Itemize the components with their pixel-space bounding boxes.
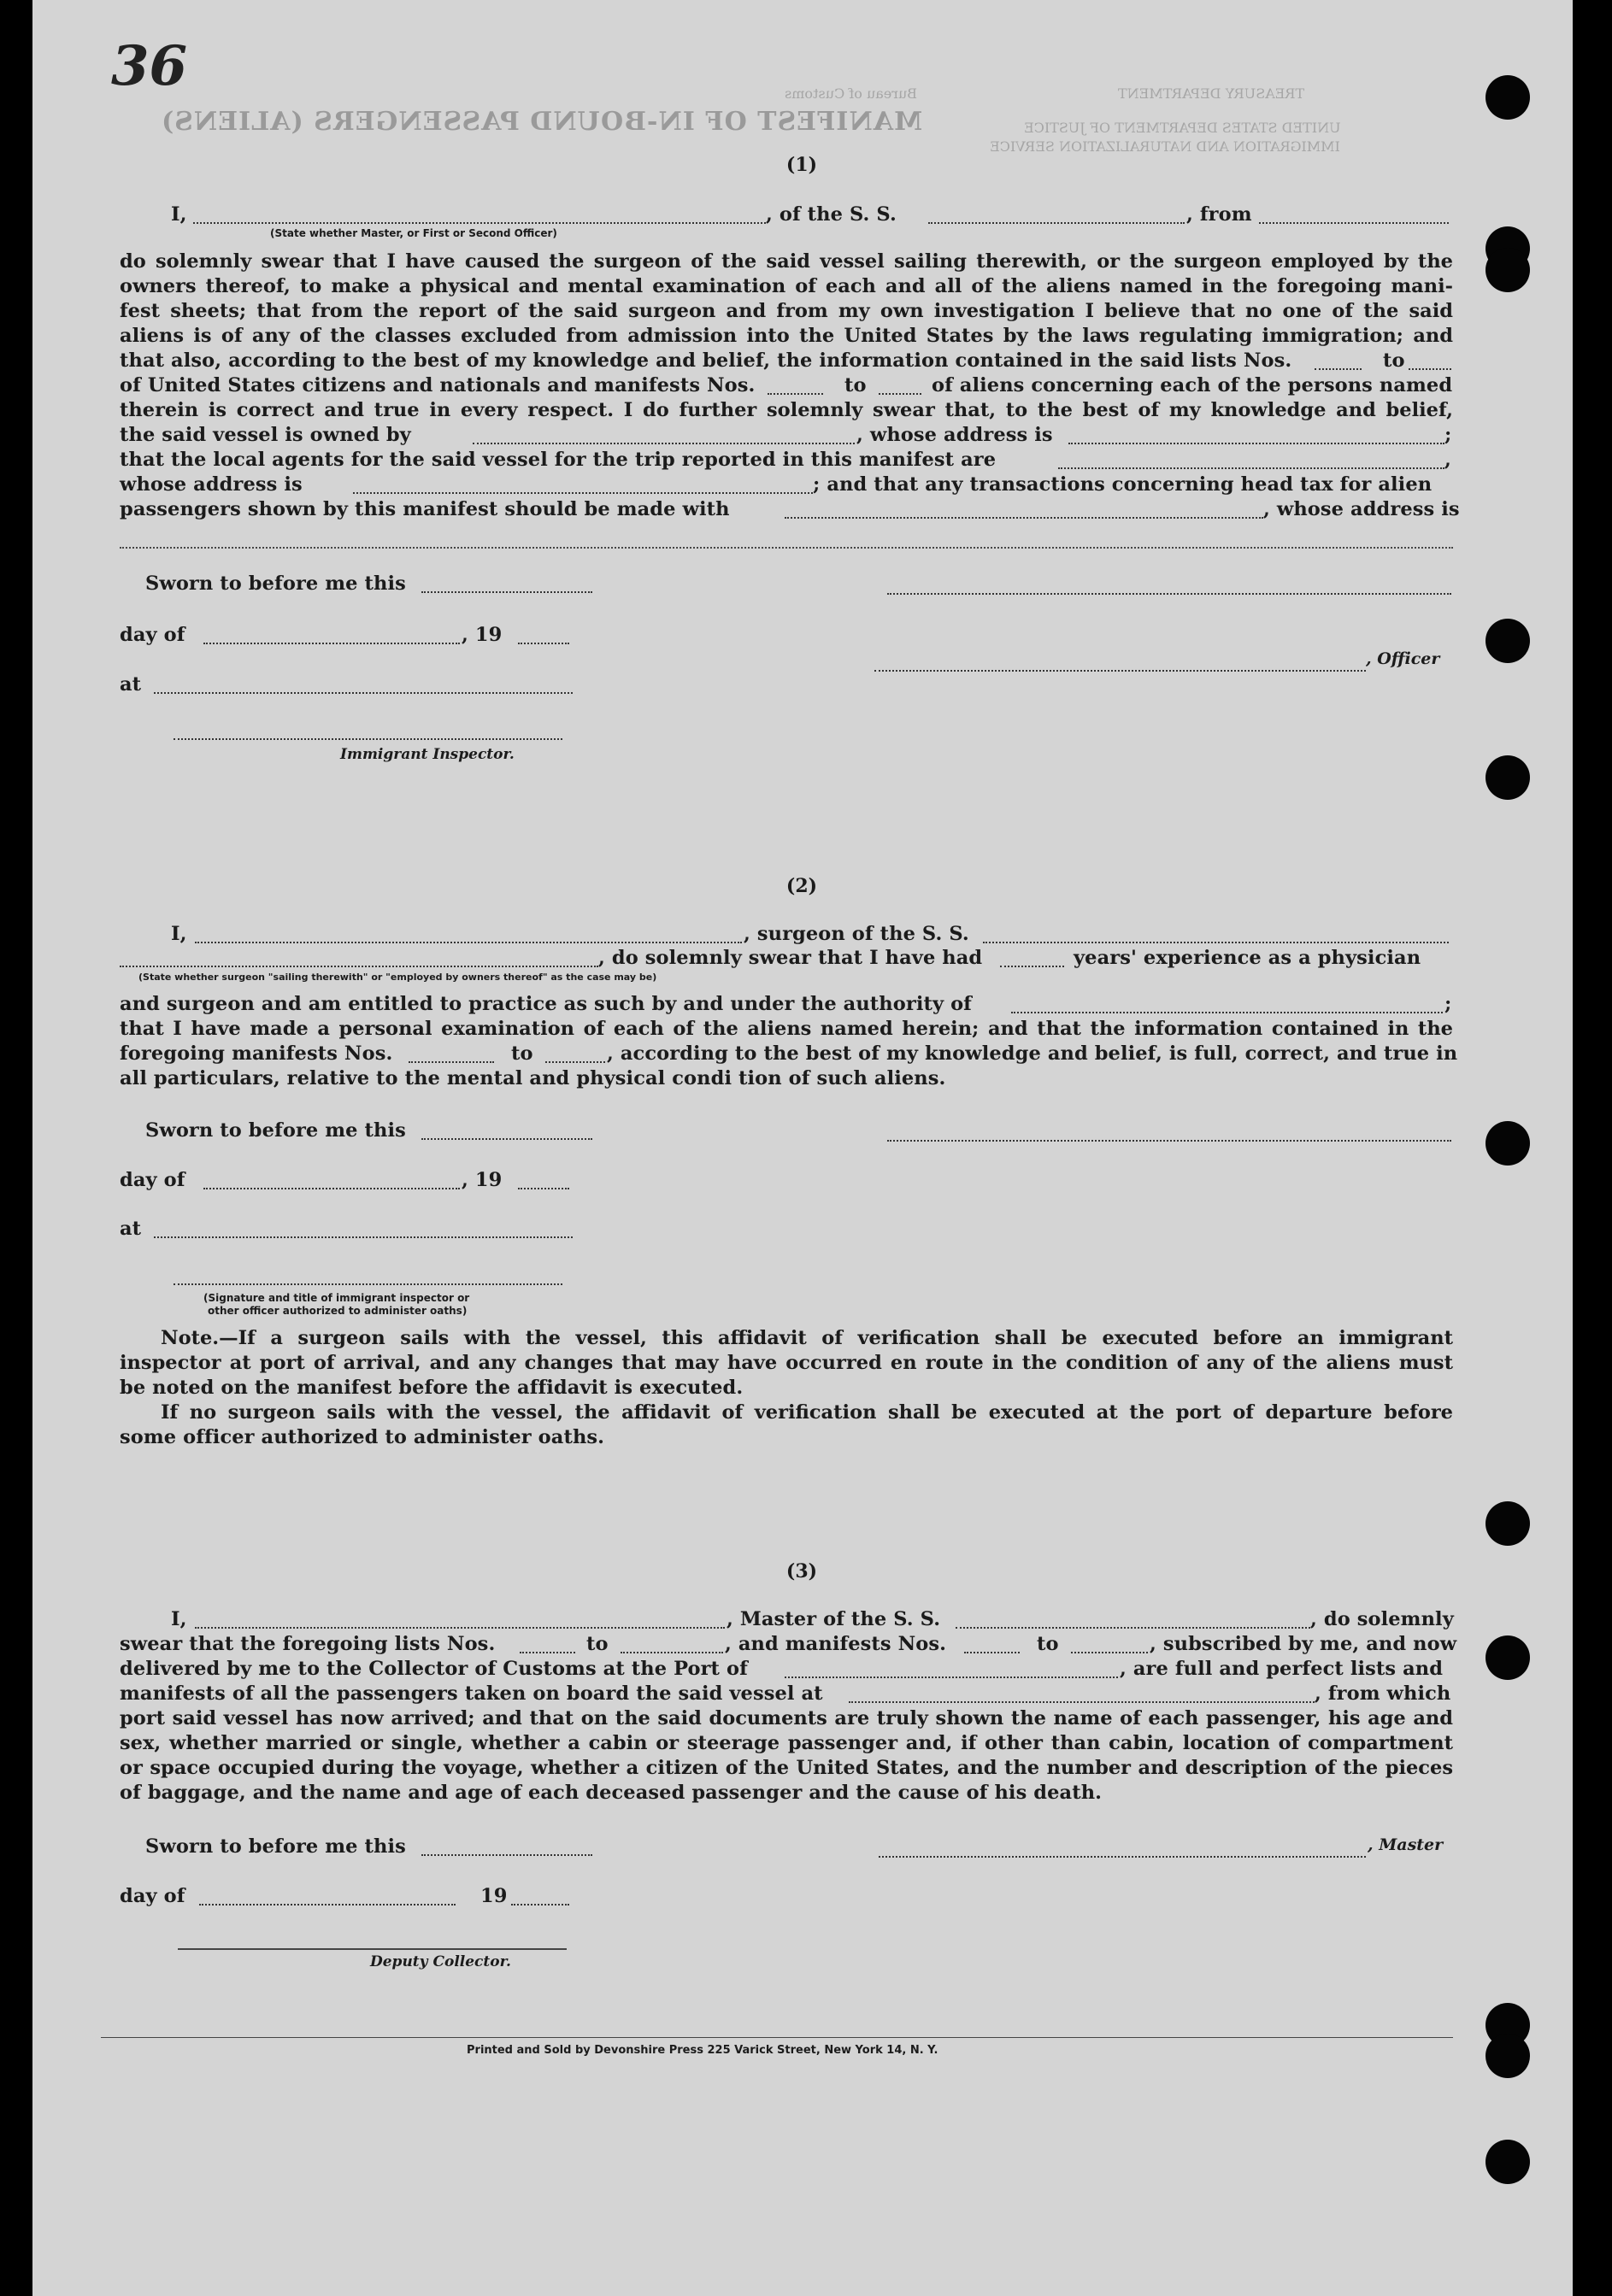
rank-caption: (State whether Master, or First or Second Officer) <box>270 227 557 239</box>
master-manifests-to-field[interactable] <box>1071 1633 1148 1653</box>
at-field[interactable] <box>154 673 573 694</box>
day-of-field[interactable] <box>203 624 460 644</box>
owner-field[interactable] <box>473 424 855 444</box>
semicolon: ; <box>1444 424 1452 446</box>
oath-line: therein is correct and true in every respect. I do further solemnly swear that, to the best of my knowledge and belief, <box>120 399 1453 421</box>
section-1-number: (1) <box>785 154 818 176</box>
officer-rank-field[interactable] <box>193 203 766 224</box>
lists-from-field[interactable] <box>1315 349 1362 370</box>
faint-bureau: Bureau of Customs <box>785 85 917 102</box>
punch-hole <box>1486 2140 1530 2184</box>
sworn-label: Sworn to before me this <box>145 1835 406 1858</box>
punch-hole <box>1486 1635 1530 1680</box>
note-line: inspector at port of arrival, and any changes that may have occurred en route in the condition of any of the aliens must <box>120 1352 1453 1374</box>
head-tax-party-field[interactable] <box>785 498 1263 519</box>
owner-address-field[interactable] <box>1068 424 1444 444</box>
master-lists-to-field[interactable] <box>621 1633 723 1653</box>
sworn-label: Sworn to before me this <box>145 1119 406 1142</box>
footer-rule <box>101 2037 1453 2038</box>
surgeon-vessel-field[interactable] <box>983 923 1449 943</box>
oath-line: whose address is <box>120 473 303 496</box>
and-manifests-text: , and manifests Nos. <box>725 1633 947 1655</box>
address-line[interactable] <box>120 547 1453 549</box>
oath-line: do solemnly swear that I have caused the surgeon of the said vessel sailing therewith, or the surgeon employed by the <box>120 250 1453 273</box>
oath-line: that I have made a personal examination of each of the aliens named herein; and that the information contained in the <box>120 1018 1453 1040</box>
surgeon-status-field[interactable] <box>120 947 598 967</box>
note-line: be noted on the manifest before the affidavit is executed. <box>120 1377 744 1399</box>
surgeon-of-label: , surgeon of the S. S. <box>744 923 969 945</box>
do-solemnly-text: , do solemnly <box>1310 1608 1454 1630</box>
section-3-i: I, <box>171 1608 187 1630</box>
master-signature-line[interactable] <box>879 1837 1366 1858</box>
printer-imprint: Printed and Sold by Devonshire Press 225 Varick Street, New York 14, N. Y. <box>467 2044 938 2057</box>
do-solemnly-text: , do solemnly swear that I have had <box>598 947 983 969</box>
section-1-i: I, <box>171 203 187 226</box>
whose-address-label: , whose address is <box>1263 498 1460 520</box>
surgeon-manifests-to-field[interactable] <box>545 1042 605 1063</box>
oath-line: sex, whether married or single, whether a cabin or steerage passenger and, if other than cabin, location of compartment <box>120 1732 1453 1754</box>
deputy-signature-line[interactable] <box>178 1948 567 1950</box>
master-of-label: , Master of the S. S. <box>727 1608 941 1630</box>
year-label: , 19 <box>462 624 503 646</box>
master-lists-from-field[interactable] <box>520 1633 575 1653</box>
manifest-page <box>32 0 1573 2296</box>
oath-line: of baggage, and the name and age of each deceased passenger and the cause of his death. <box>120 1782 1103 1804</box>
punch-hole <box>1486 1121 1530 1166</box>
oath-line: or space occupied during the voyage, whether a citizen of the United States, and the number and description of the pieces <box>120 1757 1453 1779</box>
signature-caption: (Signature and title of immigrant inspector or <box>203 1292 470 1304</box>
at-field[interactable] <box>154 1218 573 1238</box>
years-experience-text: years' experience as a physician <box>1074 947 1421 969</box>
semicolon: ; <box>1444 993 1452 1015</box>
oath-line: passengers shown by this manifest should be made with <box>120 498 730 520</box>
day-of-label: day of <box>120 624 185 646</box>
officer-name-field[interactable] <box>874 651 1366 672</box>
of-the-ss-label: , of the S. S. <box>766 203 897 226</box>
oath-line: and surgeon and am entitled to practice as such by and under the authority of <box>120 993 972 1015</box>
oath-line: foregoing manifests Nos. <box>120 1042 393 1065</box>
from-port-field[interactable] <box>1259 203 1449 224</box>
to-label: to <box>844 374 867 396</box>
inspector-label: Immigrant Inspector. <box>340 746 515 763</box>
oath-line: of United States citizens and nationals and manifests Nos. <box>120 374 756 396</box>
to-label: to <box>1037 1633 1059 1655</box>
oath-line: aliens is of any of the classes excluded from admission into the United States by the laws regulating immigration; and <box>120 325 1453 347</box>
departure-port-field[interactable] <box>849 1682 1315 1703</box>
oath-line: that the local agents for the said vessel for the trip reported in this manifest are <box>120 449 997 471</box>
manifests-to-field[interactable] <box>879 374 921 395</box>
punch-hole <box>1486 248 1530 292</box>
punch-hole <box>1486 75 1530 120</box>
surgeon-signature-line[interactable] <box>887 1121 1451 1142</box>
note-line: some officer authorized to administer oaths. <box>120 1426 605 1448</box>
oath-line: all particulars, relative to the mental and physical condi tion of such aliens. <box>120 1067 946 1089</box>
oath-line: port said vessel has now arrived; and that on the said documents are truly shown the name of each passenger, his age and <box>120 1707 1453 1729</box>
year-field[interactable] <box>518 1169 569 1189</box>
officer-label: , Officer <box>1366 649 1440 668</box>
faint-dept-heading: IMMIGRATION AND NATURALIZATION SERVICE <box>990 138 1340 155</box>
section-2-number: (2) <box>785 875 818 897</box>
faint-dept-heading: UNITED STATES DEPARTMENT OF JUSTICE <box>1024 120 1341 136</box>
surgeon-manifests-from-field[interactable] <box>409 1042 494 1063</box>
year-field[interactable] <box>511 1885 569 1906</box>
inspector-signature-line[interactable] <box>174 1265 562 1285</box>
master-manifests-from-field[interactable] <box>964 1633 1020 1653</box>
full-perfect-text: , are full and perfect lists and <box>1120 1658 1444 1680</box>
from-which-text: , from which <box>1315 1682 1451 1705</box>
note-text: —If a surgeon sails with the vessel, this affidavit of verification shall be executed before an immigrant <box>219 1327 1453 1349</box>
day-of-field[interactable] <box>203 1169 460 1189</box>
oath-line: that also, according to the best of my knowledge and belief, the information contained in the said lists Nos. <box>120 349 1292 372</box>
subscribed-text: , subscribed by me, and now <box>1150 1633 1457 1655</box>
to-label: to <box>1383 349 1405 372</box>
note-line: If no surgeon sails with the vessel, the affidavit of verification shall be executed at the port of departure before <box>161 1401 1453 1424</box>
punch-hole <box>1486 619 1530 663</box>
punch-hole <box>1486 1501 1530 1546</box>
punch-hole <box>1486 755 1530 800</box>
oath-line: fest sheets; that from the report of the said surgeon and from my own investigation I believe that no one of the said <box>120 300 1453 322</box>
day-of-label: day of <box>120 1169 185 1191</box>
deputy-label: Deputy Collector. <box>370 1953 511 1970</box>
at-label: at <box>120 1218 142 1240</box>
to-label: to <box>511 1042 533 1065</box>
surgeon-caption: (State whether surgeon "sailing therewith" or "employed by owners thereof" as the case may be) <box>138 972 657 983</box>
year-field[interactable] <box>518 624 569 644</box>
from-label: , from <box>1186 203 1252 226</box>
whose-address-label: , whose address is <box>856 424 1053 446</box>
oath-line: owners thereof, to make a physical and mental examination of each and all of the aliens named in the foregoing mani- <box>120 275 1453 297</box>
port-field[interactable] <box>785 1658 1118 1678</box>
inspector-signature-line[interactable] <box>174 719 562 740</box>
authority-field[interactable] <box>1011 993 1443 1013</box>
note-label: Note. <box>161 1327 220 1349</box>
signature-caption: other officer authorized to administer oaths) <box>208 1305 468 1317</box>
day-of-field[interactable] <box>199 1885 456 1906</box>
at-label: at <box>120 673 142 696</box>
section-3-number: (3) <box>785 1560 818 1583</box>
note-line <box>120 1327 1453 1349</box>
swear-lists-text: swear that the foregoing lists Nos. <box>120 1633 496 1655</box>
manifests-from-field[interactable] <box>768 374 823 395</box>
surgeon-name-field[interactable] <box>195 923 742 943</box>
faint-dept-heading: TREASURY DEPARTMENT <box>1118 85 1305 102</box>
punch-hole <box>1486 2034 1530 2078</box>
faint-manifest-title: MANIFEST OF IN-BOUND PASSENGERS (ALIENS) <box>161 107 923 137</box>
day-of-label: day of <box>120 1885 185 1907</box>
section-2-i: I, <box>171 923 187 945</box>
lists-to-field[interactable] <box>1409 349 1451 370</box>
of-aliens-text: of aliens concerning each of the persons named <box>932 374 1453 396</box>
handwritten-page-number: 36 <box>111 34 188 98</box>
according-text: , according to the best of my knowledge and belief, is full, correct, and true in <box>607 1042 1458 1065</box>
master-name-field[interactable] <box>195 1608 725 1629</box>
manifests-of-text: manifests of all the passengers taken on board the said vessel at <box>120 1682 823 1705</box>
master-label: , Master <box>1368 1835 1444 1854</box>
master-vessel-field[interactable] <box>956 1608 1310 1629</box>
comma: , <box>1444 449 1451 471</box>
year-label: 19 <box>480 1885 508 1907</box>
to-label: to <box>586 1633 609 1655</box>
oath-line: the said vessel is owned by <box>120 424 411 446</box>
delivered-text: delivered by me to the Collector of Customs at the Port of <box>120 1658 748 1680</box>
sworn-label: Sworn to before me this <box>145 573 406 595</box>
local-agents-field[interactable] <box>1058 449 1444 469</box>
year-label: , 19 <box>462 1169 503 1191</box>
years-field[interactable] <box>1000 947 1064 967</box>
sworn-date-field[interactable] <box>421 1119 592 1140</box>
sworn-date-field[interactable] <box>421 1835 592 1856</box>
head-tax-text: ; and that any transactions concerning head tax for alien <box>813 473 1433 496</box>
vessel-name-field[interactable] <box>928 203 1185 224</box>
sworn-date-field[interactable] <box>421 573 592 593</box>
agents-address-field[interactable] <box>353 473 813 494</box>
officer-signature-line[interactable] <box>887 574 1451 595</box>
